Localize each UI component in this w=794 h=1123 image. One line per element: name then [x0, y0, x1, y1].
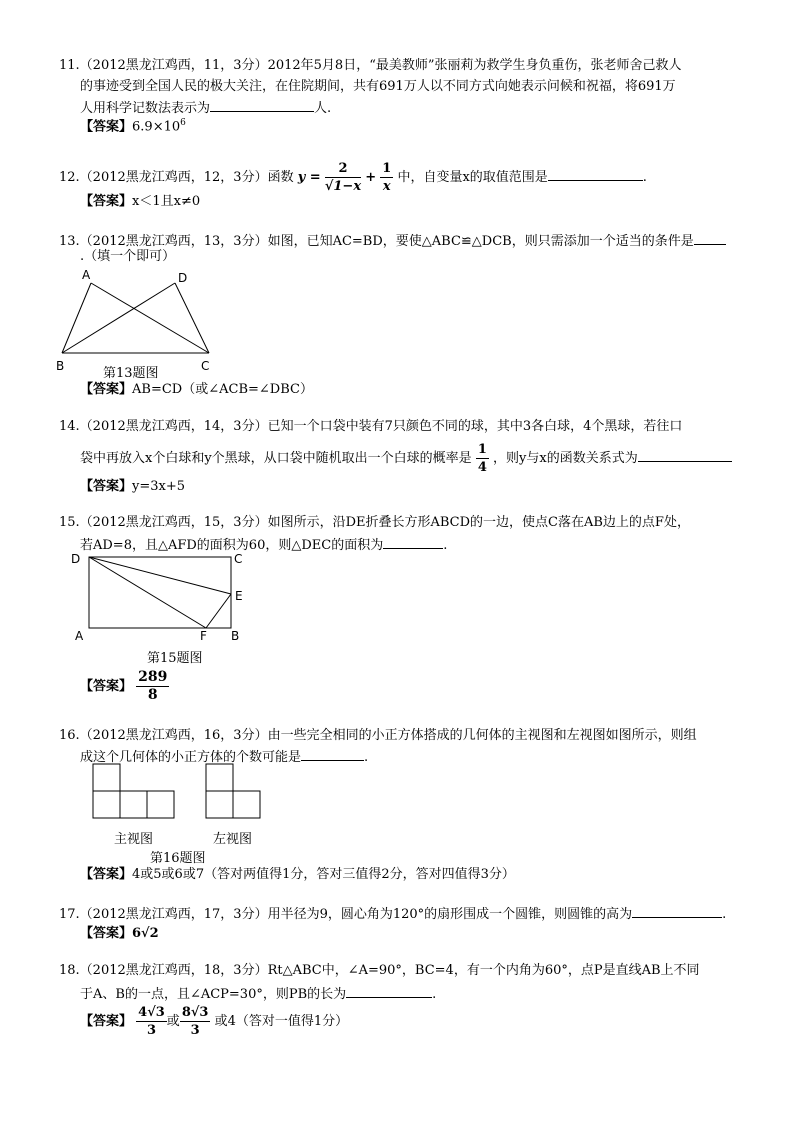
- q11-line3-end: 人.: [314, 101, 332, 116]
- q14-text: 袋中再放入x个白球和y个黑球，从口袋中随机取出一个白球的概率是: [80, 451, 472, 466]
- q14-line1: 14.（2012黑龙江鸡西，14，3分）已知一个口袋中装有7只颜色不同的球，其中3各白球，4个黑球，若往口: [59, 419, 683, 434]
- q13-label-b: B: [56, 359, 65, 373]
- q12-end: .: [642, 170, 647, 185]
- q16-caption: 第16题图: [150, 851, 206, 866]
- q18-answer-frac2: $\frac{8√3}{3}$: [181, 1005, 209, 1038]
- q15-label-e: E: [235, 589, 243, 603]
- q17-end: .: [722, 907, 727, 922]
- q17-line1: [59, 904, 726, 923]
- q12-formula-y: y =: [297, 170, 321, 185]
- q11-answer-exponent: 6: [180, 118, 186, 128]
- q14-text-post: ，则y与x的函数关系式为: [493, 451, 638, 466]
- q16-front-caption: 主视图: [114, 832, 154, 847]
- q18-answer-frac1: $\frac{4√3}{3}$: [138, 1005, 165, 1038]
- answer-label: 【答案】: [80, 119, 133, 135]
- q13-answer-value: AB=CD（或∠ACB=∠DBC）: [132, 382, 313, 397]
- answer-label: 【答案】: [80, 926, 133, 941]
- q15-label-a: A: [75, 629, 84, 643]
- answer-label: 【答案】: [80, 479, 133, 494]
- q15-end: .: [443, 538, 448, 553]
- q13-label-a: A: [82, 268, 91, 282]
- q11-line1: 11.（2012黑龙江鸡西，11，3分）2012年5月8日，“最美教师”张丽莉为救学生身负重伤，张老师舍己救人: [59, 58, 682, 73]
- q12-answer-value: x＜1且x≠0: [132, 194, 201, 209]
- q18-text: 于A、B的一点，且∠ACP=30°，则PB的长为: [80, 987, 347, 1002]
- q14-answer-value: y=3x+5: [132, 479, 186, 494]
- q18-end: .: [432, 987, 437, 1002]
- q17-answer-value: 6√2: [132, 926, 159, 941]
- answer-label: 【答案】: [80, 867, 133, 882]
- q15-label-d: D: [71, 552, 81, 566]
- q15-answer-frac: $\frac{289}{8}$: [138, 669, 168, 703]
- q16-left-caption: 左视图: [213, 832, 253, 847]
- q16-text: 成这个几何体的小正方体的个数可能是: [80, 750, 302, 765]
- q13-caption: 第13题图: [103, 366, 159, 381]
- answer-label: 【答案】: [80, 679, 133, 694]
- q15-line1: 15.（2012黑龙江鸡西，15，3分）如图所示，沿DE折叠长方形ABCD的一边，使点C落在AB边上的点F处，: [59, 515, 690, 530]
- q15-caption: 第15题图: [147, 651, 203, 666]
- q12-text-post: 中，自变量x的取值范围是: [397, 170, 548, 185]
- q18-answer: [80, 1003, 348, 1041]
- q15-text: 若AD=8，且△AFD的面积为60，则△DEC的面积为: [80, 538, 384, 553]
- q13-label-d: D: [178, 271, 188, 285]
- q18-line2: [80, 984, 436, 1003]
- q18-or: 或: [166, 1014, 180, 1029]
- q18-answer-tail: 或4（答对一值得1分）: [214, 1014, 349, 1029]
- q17-answer-blank: [632, 904, 722, 918]
- q12-frac1: $\frac{2}{√1-x}$: [324, 161, 362, 194]
- answer-label: 【答案】: [80, 194, 133, 209]
- q11-line3-text: 人用科学记数法表示为: [80, 101, 211, 116]
- q11-line2: 的事迹受到全国人民的极大关注，在住院期间，共有691万人以不同方式向她表示问候和祝福，将691万: [80, 79, 676, 94]
- q13-label-c: C: [201, 359, 210, 373]
- q12-text: 12.（2012黑龙江鸡西，12，3分）函数: [59, 170, 294, 185]
- q12-frac2: $\frac{1}{x}$: [382, 161, 392, 194]
- q16-answer: [80, 867, 515, 883]
- q16-answer-value: 4或5或6或7（答对两值得1分，答对三值得2分，答对四值得3分）: [132, 867, 515, 882]
- q15-label-b: B: [231, 629, 240, 643]
- q12-plus: +: [365, 170, 377, 185]
- q13-text: 13.（2012黑龙江鸡西，13，3分）如图，已知AC=BD，要使△ABC≌△DCB，则只需添加一个适当的条件是: [59, 234, 694, 249]
- q18-line1: 18.（2012黑龙江鸡西，18，3分）Rt△ABC中，∠A=90°，BC=4，有一个内角为60°，点P是直线AB上不同: [59, 963, 700, 978]
- q15-label-c: C: [234, 552, 243, 566]
- q17-answer: [80, 926, 159, 942]
- answer-label: 【答案】: [80, 1014, 133, 1029]
- q16-end: .: [364, 750, 369, 765]
- q17-text: 17.（2012黑龙江鸡西，17，3分）用半径为9，圆心角为120°的扇形围成一个圆锥，则圆锥的高为: [59, 907, 633, 922]
- q13-line2: .（填一个即可）: [80, 249, 176, 264]
- q16-line1: 16.（2012黑龙江鸡西，16，3分）由一些完全相同的小正方体搭成的几何体的主视图和左视图如图所示，则组: [59, 728, 697, 743]
- q11-answer-value: 6.9×10: [132, 119, 181, 135]
- q14-frac: $\frac{1}{4}$: [477, 442, 487, 475]
- q15-label-f: F: [200, 629, 207, 643]
- q18-answer-blank: [346, 984, 432, 998]
- answer-label: 【答案】: [80, 382, 133, 397]
